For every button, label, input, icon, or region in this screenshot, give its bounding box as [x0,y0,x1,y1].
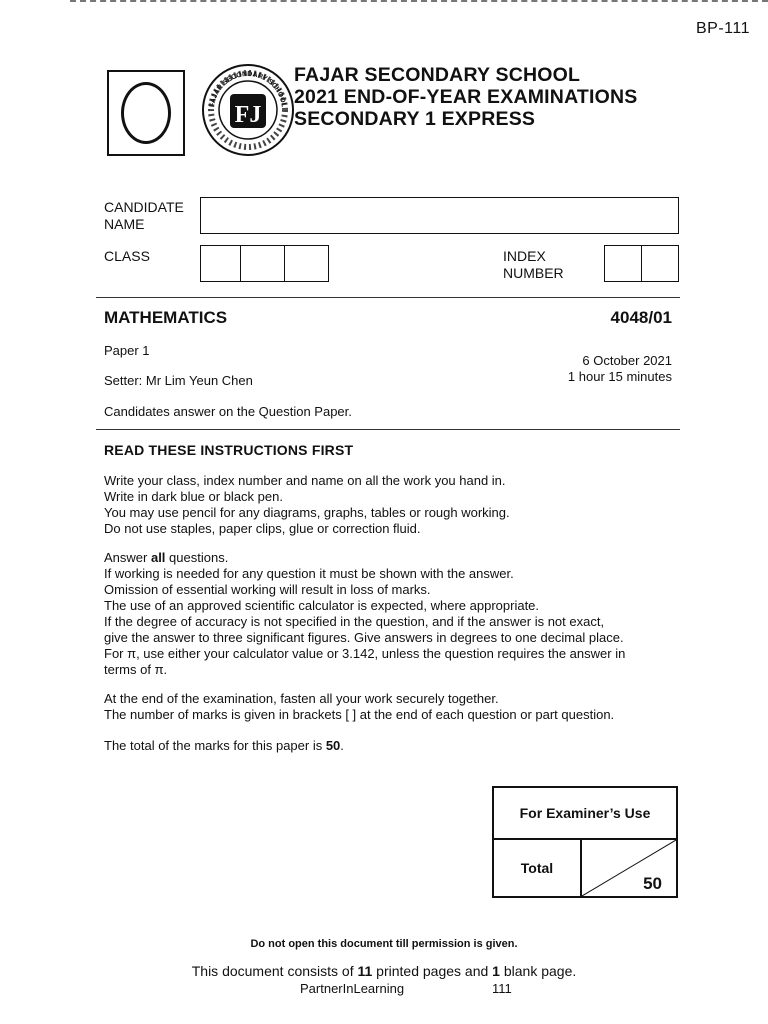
index-number-field[interactable] [604,245,679,282]
candidate-name-field[interactable] [200,197,679,234]
total-suffix: . [340,738,344,753]
examiner-total-marks: 50 [643,874,662,893]
instruction-line: Write your class, index number and name on all the work you hand in. [104,473,506,488]
document-code: BP-111 [696,20,750,37]
exam-date: 6 October 2021 [582,353,672,368]
instruction-line: terms of π. [104,662,168,677]
class-cell-divider [284,246,285,281]
index-cell-divider [641,246,642,281]
divider-middle [96,429,680,430]
class-field[interactable] [200,245,329,282]
seal-text: FAJAR SECONDARY SCHOOL [209,70,287,108]
class-cell-divider [240,246,241,281]
instructions-block-3 [104,691,680,723]
paper-letter-box [107,70,185,156]
instruction-line: If the degree of accuracy is not specified in the question, and if the answer is not exact, [104,614,605,629]
instruction-line: Do not use staples, paper clips, glue or correction fluid. [104,521,421,536]
answer-all-line [104,550,680,566]
instructions-title: READ THESE INSTRUCTIONS FIRST [104,442,354,458]
setter: Setter: Mr Lim Yeun Chen [104,373,253,388]
examiner-total-cell[interactable] [580,840,676,896]
candidate-name-label [104,199,184,233]
answer-suffix: questions. [165,550,229,565]
examiner-use-table [492,786,678,898]
pages-prefix: This document consists of [191,963,358,979]
instruction-line: The use of an approved scientific calculator is expected, where appropriate. [104,598,540,613]
instruction-line: For π, use either your calculator value or 3.142, unless the question requires the answer in [104,646,626,661]
pages-count: 11 [357,963,373,979]
pages-middle: printed pages and [372,963,493,979]
answer-note: Candidates answer on the Question Paper. [104,404,352,419]
instructions-block-2 [104,550,680,678]
school-seal-logo [200,62,296,158]
instructions-block-1 [104,473,680,537]
class-label: CLASS [104,248,150,264]
divider-top [96,297,680,298]
answer-bold-all: all [150,550,166,565]
total-prefix: The total of the marks for this paper is [104,738,326,753]
footer-partner: PartnerInLearning [300,981,405,996]
instruction-line: Omission of essential working will result in loss of marks. [104,582,431,597]
candidate-label-line2: NAME [104,216,145,232]
instruction-line: If working is needed for any question it must be shown with the answer. [104,566,514,581]
instruction-line: At the end of the examination, fasten all your work securely together. [104,691,499,706]
examiner-heading: For Examiner’s Use [494,788,676,840]
index-number-label [503,248,564,282]
index-label-line2: NUMBER [503,265,564,281]
seal-monogram: FJ [234,102,262,128]
footer-number: 111 [492,981,512,996]
instruction-line: Write in dark blue or black pen. [104,489,283,504]
instruction-line: give the answer to three significant figures. Give answers in degrees to one decimal place. [104,630,624,645]
instruction-line: You may use pencil for any diagrams, graphs, tables or rough working. [104,505,510,520]
level-title: SECONDARY 1 EXPRESS [294,108,536,130]
instruction-line: The number of marks is given in brackets [ ] at the end of each question or part question. [104,707,615,722]
paper-number: Paper 1 [104,343,150,358]
examiner-total-label: Total [520,860,554,876]
footer-page-count [0,963,768,979]
total-value: 50 [325,738,341,753]
paper-code: 4048/01 [610,308,672,327]
school-heading [294,64,638,130]
scan-edge-dashes [70,0,768,6]
exam-title: 2021 END-OF-YEAR EXAMINATIONS [294,86,638,108]
subject-title: MATHEMATICS [104,308,228,327]
footer-permission-note: Do not open this document till permission is given. [250,938,518,950]
blank-count: 1 [492,963,500,979]
exam-duration: 1 hour 15 minutes [567,369,672,384]
pages-suffix: blank page. [499,963,577,979]
paper-letter-o [121,82,171,144]
index-label-line1: INDEX [503,248,546,264]
school-name: FAJAR SECONDARY SCHOOL [294,64,581,86]
answer-prefix: Answer [104,550,151,565]
candidate-label-line1: CANDIDATE [104,199,184,215]
total-marks-line [104,738,680,754]
